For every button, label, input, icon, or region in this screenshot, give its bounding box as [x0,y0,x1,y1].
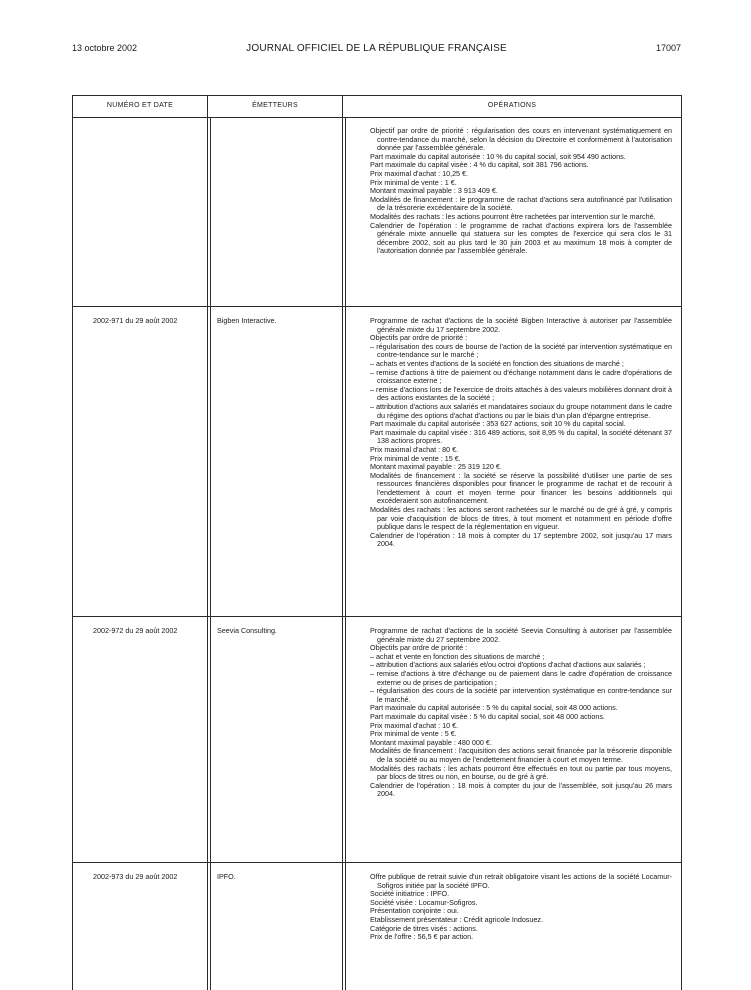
operation-line: Objectif par ordre de priorité : régularisation des cours en intervenant systématiquement en contre-tendance du marché, selon la décision du Directoire et conformément à l'autorisation donnée par l'assemblée générale. [370,126,672,153]
page-number: 17007 [655,43,681,53]
operation-line: Part maximale du capital visée : 316 489 actions, soit 8,95 % du capital, la société détenant 37 138 actions propres. [370,427,672,446]
journal-title: JOURNAL OFFICIEL DE LA RÉPUBLIQUE FRANÇAISE [246,43,507,54]
operation-line: Modalités des rachats : les actions seront rachetées sur le marché ou de gré à gré, y compris par voie d'acquisition de blocs de titres, à tout moment et notamment en période d'offre publique dans le respect de la réglementation en vigueur. [370,505,672,532]
column-divider-2 [342,95,343,990]
operation-line: Modalités de financement : le programme de rachat d'actions sera autofinancé par l'utilisation de la trésorerie excédentaire de la société. [370,194,672,213]
operation-line: Part maximale du capital autorisée : 353 627 actions, soit 10 % du capital social. [370,419,626,429]
operations-cell [370,627,672,799]
operation-line: Montant maximal payable : 480 000 €. [370,737,492,747]
column-header-operations: OPÉRATIONS [487,102,537,109]
operation-line: Modalités de financement : l'acquisition des actions serait financée par la trésorerie disponible de la société ou au moyen de l'endettement financier à court et moyen terme. [370,746,672,764]
operation-line: Catégorie de titres visés : actions. [370,923,478,933]
operation-line: Modalités de financement : la société se réserve la possibilité d'utiliser une partie de ses ressources financières disponibles pour financer le programme de rachat et de recourir à l'endettement à court et moyen terme pour financer les besoins additionnels qui excéderaient son autofinancement. [370,470,672,506]
operation-line: – régularisation des cours de bourse de l'action de la société par intervention systématique en contre-tendance sur le marché ; [370,341,672,360]
operation-line: Calendrier de l'opération : 18 mois à compter du 17 septembre 2002, soit jusqu'au 17 mars 2004. [370,530,672,549]
operation-line: Prix de l'offre : 56,5 € par action. [370,932,474,942]
operations-cell [370,317,672,549]
operation-line: – achat et vente en fonction des situations de marché ; [370,651,545,661]
operation-line: Prix maximal d'achat : 10 €. [370,720,459,730]
row-numero: 2002-972 du 29 août 2002 [93,626,178,635]
row-divider [72,306,682,307]
column-divider-2b [345,117,346,990]
operation-line: Prix minimal de vente : 15 €. [370,453,461,463]
row-emetteur: Seevia Consulting. [217,626,277,635]
operation-line: Modalités des rachats : les achats pourront être effectués en tout ou partie par tous moyens, par blocs de titres ou non, en bourse, ou de gré à gré. [370,763,672,782]
operations-cell [370,127,672,256]
column-divider-1b [210,117,211,990]
operation-line: Prix minimal de vente : 1 €. [370,177,457,187]
row-emetteur: IPFO. [217,872,236,881]
row-numero: 2002-971 du 29 août 2002 [93,316,178,325]
issue-date: 13 octobre 2002 [72,43,138,53]
operation-line: Prix minimal de vente : 5 €. [370,729,457,739]
operation-line: – attribution d'actions aux salariés et/ou octroi d'options d'achat d'actions aux salariés ; [370,660,646,670]
operation-line: Etablissement présentateur : Crédit agricole Indosuez. [370,914,543,924]
column-header-numero: NUMÉRO ET DATE [106,102,174,109]
operation-line: – remise d'actions à titre d'échange ou de paiement dans le cadre d'opération de croissance externe ou de prises de participation ; [370,668,672,687]
operation-line: Calendrier de l'opération : le programme de rachat d'actions expirera lors de l'assemblée générale mixte annuelle qui statuera sur les comptes de l'exercice qui sera clos le 31 décembre 2002, soit au plus tard le 30 juin 2003 et au maximum 18 mois à compter de l'autorisation donnée par l'assemblée générale. [370,220,672,256]
row-numero: 2002-973 du 29 août 2002 [93,872,178,881]
operation-line: Montant maximal payable : 3 913 409 €. [370,186,498,196]
operation-line: – remise d'actions à titre de paiement ou d'échange notamment dans le cadre d'opérations de croissance externe ; [370,367,672,386]
operation-line: Offre publique de retrait suivie d'un retrait obligatoire visant les actions de la société Locamur-Sofigros initiée par la société IPFO. [370,872,672,890]
operations-cell [370,873,672,942]
operation-line: Modalités des rachats : les actions pourront être rachetées par intervention sur le marché. [370,211,656,221]
operation-line: Part maximale du capital autorisée : 10 % du capital social, soit 954 490 actions. [370,151,626,161]
operation-line: – achats et ventes d'actions de la société en fonction des situations de marché ; [370,358,624,368]
operation-line: Objectifs par ordre de priorité : [370,643,468,653]
operation-line: – attribution d'actions aux salariés et mandataires sociaux du groupe notamment dans le cadre du régime des options d'achat d'actions ou par le biais d'un plan d'épargne entreprise. [370,401,672,420]
operation-line: Société visée : Locamur-Sofigros. [370,897,478,907]
table-left-border [72,95,73,990]
operation-line: Objectifs par ordre de priorité : [370,333,468,343]
operation-line: Prix maximal d'achat : 10,25 €. [370,168,469,178]
operation-line: Part maximale du capital autorisée : 5 % du capital social, soit 48 000 actions. [370,703,618,713]
operation-line: Part maximale du capital visée : 4 % du capital, soit 381 796 actions. [370,160,589,170]
operation-line: Programme de rachat d'actions de la société Seevia Consulting à autoriser par l'assemblée générale mixte du 27 septembre 2002. [370,626,672,644]
page-header [72,43,681,57]
column-divider-1 [207,95,208,990]
row-divider [72,862,682,863]
header-divider [72,117,682,118]
operation-line: Société initiatrice : IPFO. [370,889,450,899]
table-right-border [681,95,682,990]
operation-line: Montant maximal payable : 25 319 120 €. [370,462,502,472]
column-header-emetteurs: ÉMETTEURS [252,102,298,109]
operation-line: Part maximale du capital visée : 5 % du capital social, soit 48 000 actions. [370,711,605,721]
operation-line: Présentation conjointe : oui. [370,906,459,916]
operation-line: Programme de rachat d'actions de la société Bigben Interactive à autoriser par l'assemblée générale mixte du 17 septembre 2002. [370,316,672,334]
operation-line: – régularisation des cours de la société par intervention systématique en contre-tendance sur le marché. [370,686,672,704]
operation-line: Calendrier de l'opération : 18 mois à compter du jour de l'assemblée, soit jusqu'au 26 mars 2004. [370,780,672,799]
row-divider [72,616,682,617]
row-emetteur: Bigben Interactive. [217,316,277,325]
operation-line: Prix maximal d'achat : 80 €. [370,444,459,454]
operation-line: – remise d'actions lors de l'exercice de droits attachés à des valeurs mobilières donnant droit à des actions existantes de la société ; [370,384,672,403]
